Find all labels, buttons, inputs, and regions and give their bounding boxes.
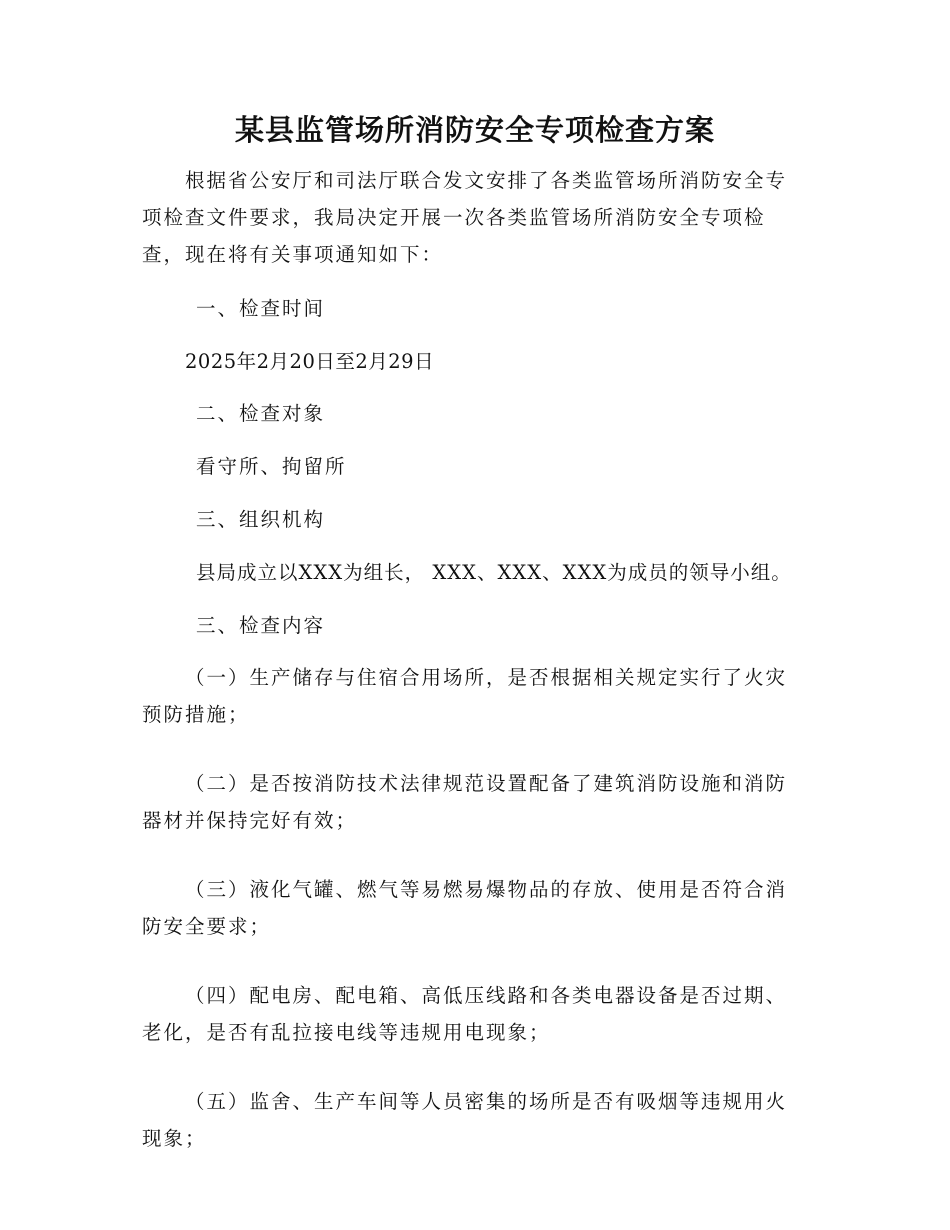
list-item: （二）是否按消防技术法律规范设置配备了建筑消防设施和消防器材并保持完好有效； <box>142 772 788 832</box>
section-body-targets: 看守所、拘留所 <box>196 455 347 478</box>
section-heading-targets: 二、检查对象 <box>196 402 326 425</box>
section-heading-content: 三、检查内容 <box>196 614 326 637</box>
list-item: （一）生产储存与住宿合用场所，是否根据相关规定实行了火灾预防措施； <box>142 666 788 726</box>
list-item: （三）液化气罐、燃气等易燃易爆物品的存放、使用是否符合消防安全要求； <box>142 878 788 938</box>
list-item: （五）监舍、生产车间等人员密集的场所是否有吸烟等违规用火现象； <box>142 1090 788 1150</box>
section-heading-time: 一、检查时间 <box>196 297 326 320</box>
intro-paragraph: 根据省公安厅和司法厅联合发文安排了各类监管场所消防安全专项检查文件要求，我局决定开展一次各类监管场所消防安全专项检查，现在将有关事项通知如下： <box>142 169 788 266</box>
section-heading-organization: 三、组织机构 <box>196 508 326 531</box>
section-body-time: 2025年2月20日至2月29日 <box>185 350 435 373</box>
section-body-organization: 县局成立以XXX为组长， XXX、XXX、XXX为成员的领导小组。 <box>196 561 792 584</box>
page-title: 某县监管场所消防安全专项检查方案 <box>234 113 715 147</box>
list-item: （四）配电房、配电箱、高低压线路和各类电器设备是否过期、老化，是否有乱拉接电线等违规用电现象； <box>142 984 788 1044</box>
